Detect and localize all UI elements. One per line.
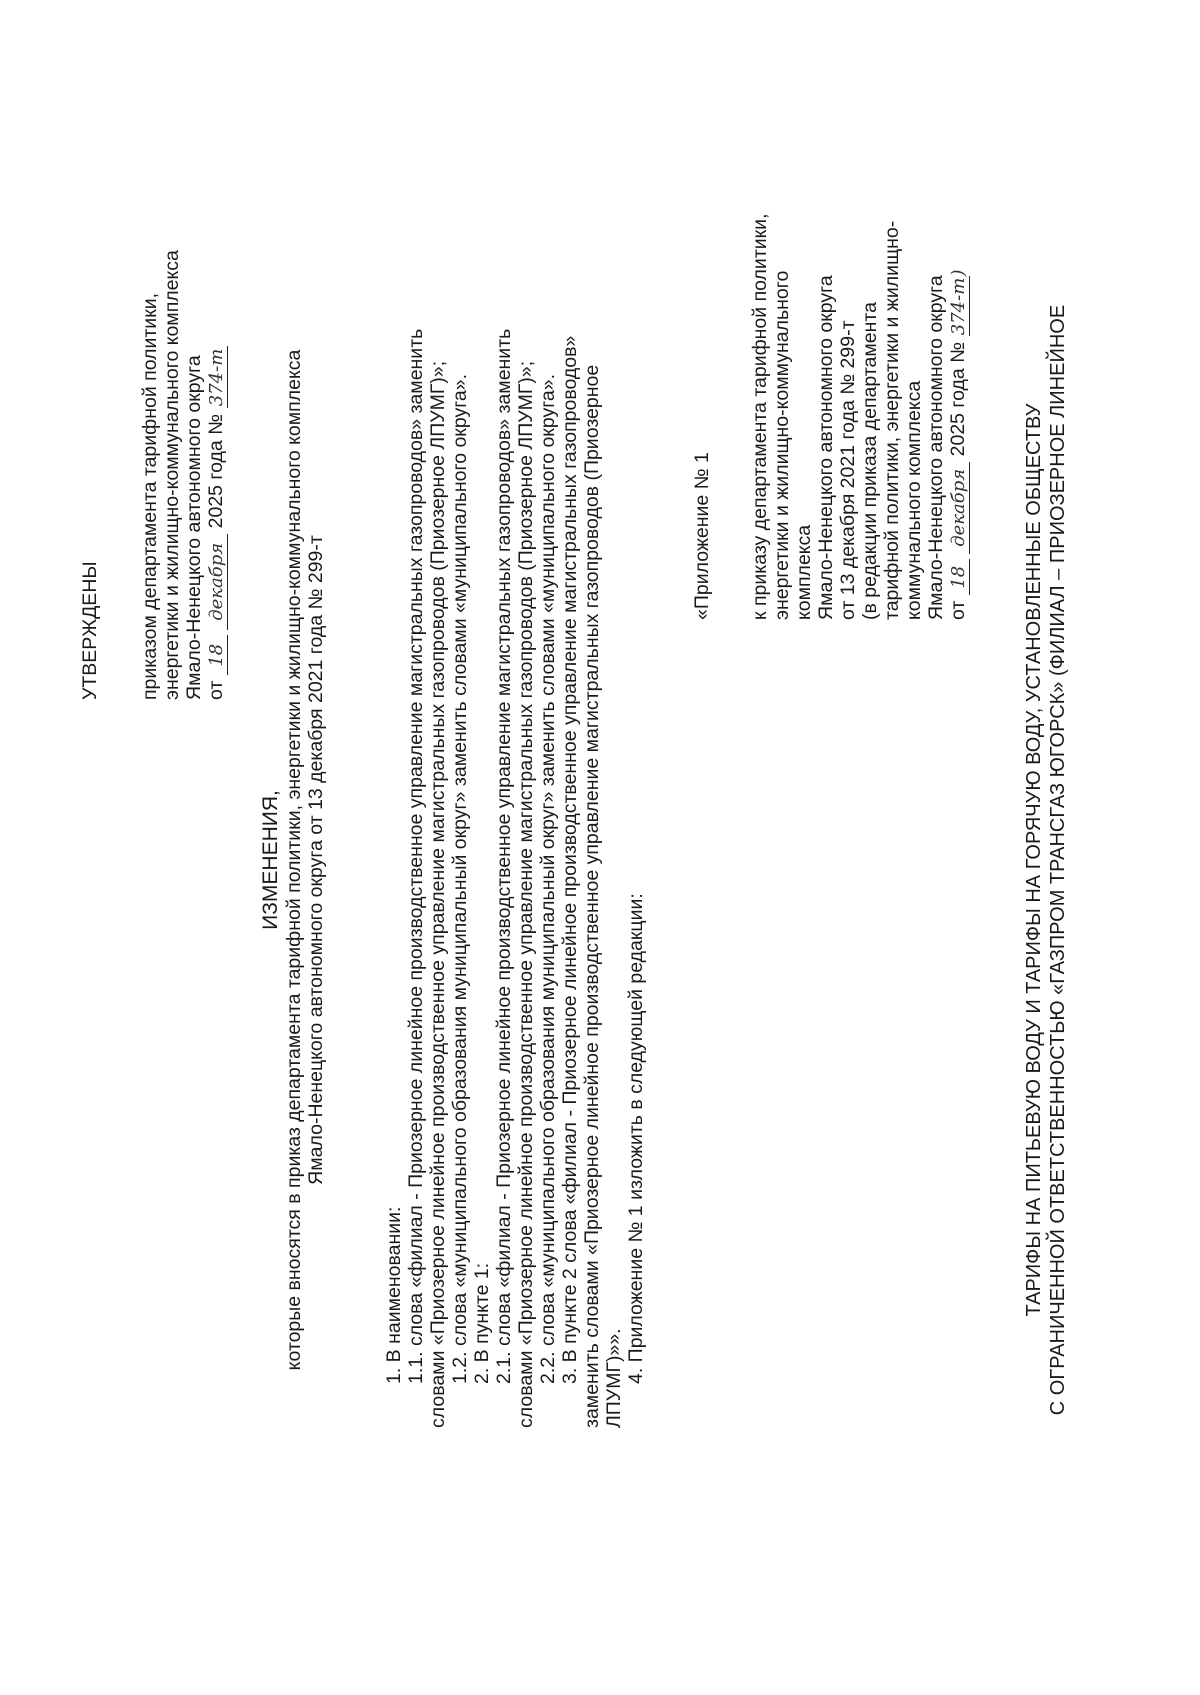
approved-line-3: Ямало-Ненецкого автономного округа xyxy=(183,355,205,700)
tariffs-line-1: ТАРИФЫ НА ПИТЬЕВУЮ ВОДУ И ТАРИФЫ НА ГОРЯЧУЮ ВОДУ, УСТАНОВЛЕННЫЕ ОБЩЕСТВУ xyxy=(1023,403,1045,1317)
appendix-close-paren: ) xyxy=(948,269,969,277)
appendix-line-1: к приказу департамента тарифной политики, xyxy=(749,213,771,620)
appendix-date-prefix: от xyxy=(947,600,969,620)
rotated-content xyxy=(60,100,1200,1620)
tariffs-line-2: С ОГРАНИЧЕННОЙ ОТВЕТСТВЕННОСТЬЮ «ГАЗПРОМ ТРАНСГАЗ ЮГОРСК» (ФИЛИАЛ – ПРИОЗЕРНОЕ ЛИНЕЙНОЕ xyxy=(1047,304,1069,1416)
appendix-line-2: энергетики и жилищно-коммунального xyxy=(771,270,793,620)
changes-title: ИЗМЕНЕНИЯ, xyxy=(259,790,282,930)
changes-sub-2: Ямало-Ненецкого автономного округа от 13 декабря 2021 года № 299-т xyxy=(305,535,327,1185)
approved-title: УТВЕРЖДЕНЫ xyxy=(79,561,101,700)
appendix-line-4: Ямало-Ненецкого автономного округа xyxy=(815,275,837,620)
item-1-2: 1.2. слова «муниципального образования муниципальный округ» заменить словами «муниципального округа». xyxy=(449,373,471,1384)
item-2-1-line-b: словами «Приозерное линейное производственное управление магистральных газопроводов (Приозерное ЛПУМГ)»; xyxy=(515,360,537,1428)
appendix-line-7: тарифной политики, энергетики и жилищно- xyxy=(881,220,903,620)
item-3-line-b: заменить словами «Приозерное линейное производственное управление магистральных газопроводов (Приозерное xyxy=(581,364,603,1428)
appendix-line-3: комплекса xyxy=(793,524,815,620)
item-3-line-c: ЛПУМГ)»». xyxy=(603,1328,625,1428)
approved-line-2: энергетики и жилищно-коммунального комплекса xyxy=(161,250,183,700)
approved-number: 374-т xyxy=(207,346,228,408)
approved-line-1: приказом департамента тарифной политики, xyxy=(139,292,161,700)
approved-year-text: 2025 года № xyxy=(205,413,227,529)
item-1: 1. В наименовании: xyxy=(383,1206,405,1384)
appendix-line-8: коммунального комплекса xyxy=(903,380,925,620)
item-1-1-line-b: словами «Приозерное линейное производственное управление магистральных газопроводов (Приозерное ЛПУМГ)»; xyxy=(427,360,449,1428)
appendix-number: 374-т xyxy=(948,277,969,336)
appendix-title: «Приложение № 1 xyxy=(691,452,713,620)
changes-sub-1: которые вносятся в приказ департамента тарифной политики, энергетики и жилищно-коммунального комплекса xyxy=(283,349,305,1371)
approved-day: 18 xyxy=(207,635,228,675)
item-1-1-line-a: 1.1. слова «филиал - Приозерное линейное производственное управление магистральных газопроводов» заменить xyxy=(405,328,427,1384)
item-2: 2. В пункте 1: xyxy=(471,1262,493,1384)
appendix-day: 18 xyxy=(949,559,970,595)
approved-date-prefix: от xyxy=(205,680,227,700)
appendix-line-5: от 13 декабря 2021 года № 299-т xyxy=(837,320,859,620)
approved-date-line xyxy=(204,346,229,700)
item-3-line-a: 3. В пункте 2 слова «филиал - Приозерное линейное производственное управление магистральных газопроводов» xyxy=(559,335,581,1384)
appendix-date-line xyxy=(946,269,971,620)
appendix-month: декабря xyxy=(949,462,970,554)
item-2-1-line-a: 2.1. слова «филиал - Приозерное линейное производственное управление магистральных газопроводов» заменить xyxy=(493,328,515,1384)
appendix-line-9: Ямало-Ненецкого автономного округа xyxy=(925,275,947,620)
item-4: 4. Приложение № 1 изложить в следующей редакции: xyxy=(625,893,647,1384)
appendix-year-text: 2025 года № xyxy=(947,341,969,457)
appendix-line-6: (в редакции приказа департамента xyxy=(859,302,881,620)
approved-month: декабря xyxy=(207,534,228,630)
item-2-2: 2.2. слова «муниципального образования муниципальный округ» заменить словами «муниципального округа». xyxy=(537,373,559,1384)
